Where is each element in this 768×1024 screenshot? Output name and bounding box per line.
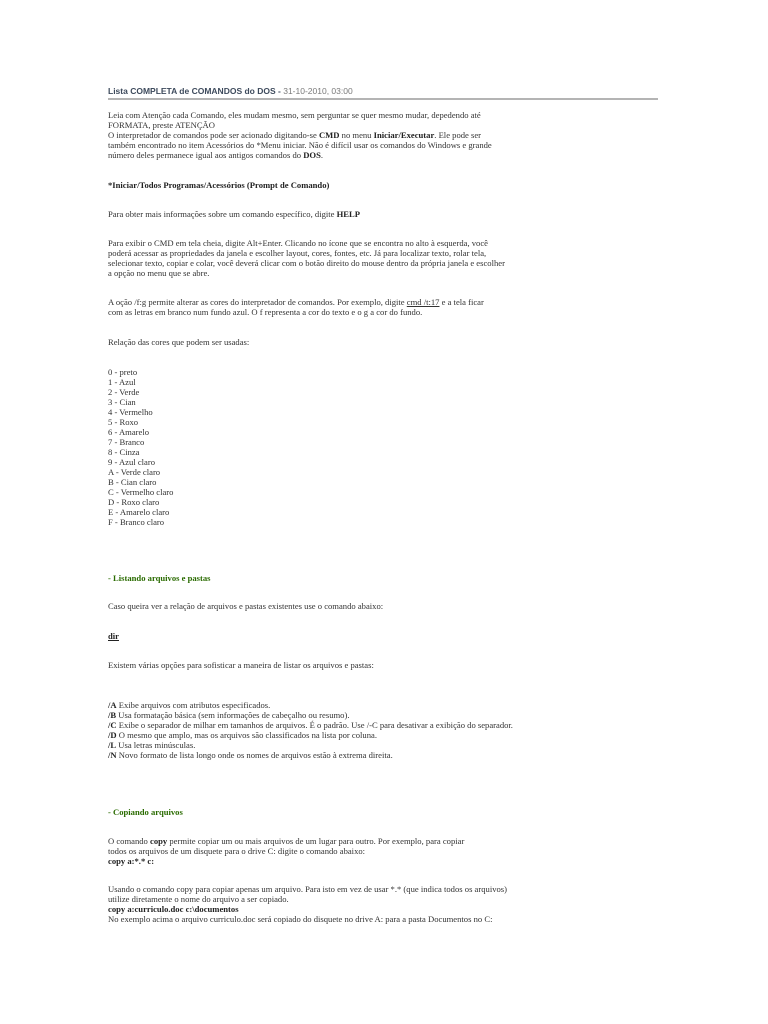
option-desc: Usa formatação básica (sem informações de cabeçalho ou resumo). — [116, 710, 350, 720]
color-option-text: e a tela ficar — [439, 297, 484, 307]
section-heading-copying — [108, 807, 183, 817]
copy-line-5: No exemplo acima o arquivo curriculo.doc será copiado do disquete no drive A: para a pasta Documentos no C: — [108, 914, 493, 924]
option-desc: Exibe arquivos com atributos especificados. — [116, 700, 271, 710]
section-dash: - — [108, 807, 114, 817]
fullscreen-paragraph — [108, 238, 505, 278]
cmd-example-link[interactable]: cmd /t:17 — [406, 297, 440, 307]
copy-line-2: todos os arquivos de um disquete para o drive C: digite o comando abaixo: — [108, 846, 366, 856]
options-list — [108, 700, 513, 760]
option-desc: Usa letras minúsculas. — [116, 740, 196, 750]
header-rule — [108, 98, 658, 100]
copy-paragraph — [108, 836, 464, 866]
option-flag: /A — [108, 700, 117, 710]
option-item — [108, 720, 513, 730]
option-flag: /D — [108, 730, 117, 740]
color-item: 3 - Cian — [108, 397, 136, 407]
section-title: Listando arquivos e pastas — [113, 573, 211, 583]
option-item — [108, 710, 513, 720]
section-heading-listing — [108, 573, 211, 583]
color-item: 5 - Roxo — [108, 417, 139, 427]
intro-line-2: FORMATA, preste ATENÇÃO — [108, 120, 215, 130]
help-keyword: HELP — [336, 209, 361, 219]
post-date: 31-10-2010, 03:00 — [283, 86, 353, 96]
post-title[interactable]: Lista COMPLETA de COMANDOS do DOS — [108, 86, 276, 96]
fullscreen-line-1: Para exibir o CMD em tela cheia, digite Alt+Enter. Clicando no ícone que se encontra no alto à esquerda, você — [108, 238, 488, 248]
option-desc: Exibe o separador de milhar em tamanhos de arquivos. É o padrão. Use /-C para desativar a exibição do separador. — [116, 720, 513, 730]
copy-keyword: copy — [150, 836, 168, 846]
intro-text: número deles permanece igual aos antigos comandos do — [108, 150, 304, 160]
help-line — [108, 209, 360, 219]
copy-command-2: copy a:curriculo.doc c:\documentos — [108, 904, 239, 914]
fullscreen-line-4: a opção no menu que se abre. — [108, 268, 210, 278]
color-option-line-1 — [108, 297, 484, 307]
color-item: A - Verde claro — [108, 467, 161, 477]
option-item — [108, 730, 513, 740]
intro-text: O interpretador de comandos pode ser acionado digitando-se — [108, 130, 319, 140]
option-item — [108, 740, 513, 750]
cmd-keyword: CMD — [318, 130, 340, 140]
list-intro: Caso queira ver a relação de arquivos e pastas existentes use o comando abaixo: — [108, 601, 384, 611]
copy-line-3: Usando o comando copy para copiar apenas um arquivo. Para isto em vez de usar *.* (que indica todos os arquivos) — [108, 884, 508, 894]
options-intro: Existem várias opções para sofisticar a maneira de listar os arquivos e pastas: — [108, 660, 374, 670]
color-item: 0 - preto — [108, 367, 138, 377]
path-note: *Iniciar/Todos Programas/Acessórios (Prompt de Comando) — [108, 180, 330, 190]
option-item — [108, 750, 513, 760]
copy-command-1: copy a:*.* c: — [108, 856, 155, 866]
option-desc: O mesmo que amplo, mas os arquivos são classificados na lista por coluna. — [116, 730, 377, 740]
copy-line-1 — [108, 836, 464, 846]
help-text: Para obter mais informações sobre um comando específico, digite — [108, 209, 337, 219]
fullscreen-line-2: poderá acessar as propriedades da janela e escolher layout, cores, fontes, etc. Já para localizar texto, rolar tela, — [108, 248, 487, 258]
intro-line-5 — [108, 150, 492, 160]
color-item: 7 - Branco — [108, 437, 145, 447]
option-flag: /L — [108, 740, 117, 750]
dos-keyword: DOS — [303, 150, 321, 160]
color-item: 9 - Azul claro — [108, 457, 156, 467]
option-flag: /N — [108, 750, 117, 760]
option-item — [108, 700, 513, 710]
header-separator: - — [275, 86, 284, 96]
option-flag: /B — [108, 710, 117, 720]
intro-line-1: Leia com Atenção cada Comando, eles mudam mesmo, sem perguntar se quer mesmo mudar, depedendo até — [108, 110, 481, 120]
colors-title: Relação das cores que podem ser usadas: — [108, 337, 250, 347]
option-flag: /C — [108, 720, 117, 730]
copy-single-paragraph — [108, 884, 507, 924]
color-item: 6 - Amarelo — [108, 427, 150, 437]
color-item: 1 - Azul — [108, 377, 136, 387]
post-header — [108, 86, 660, 97]
color-item: B - Cian claro — [108, 477, 157, 487]
document-page — [108, 86, 660, 924]
color-item: C - Vermelho claro — [108, 487, 174, 497]
color-option-text: A oção /f:g permite alterar as cores do interpretador de comandos. Por exemplo, digite — [108, 297, 407, 307]
color-item: E - Amarelo claro — [108, 507, 170, 517]
intro-text: . — [320, 150, 324, 160]
intro-text: no menu — [339, 130, 374, 140]
copy-text: O comando — [108, 836, 151, 846]
menu-path: Iniciar/Executar — [373, 130, 435, 140]
section-dash: - — [108, 573, 114, 583]
section-title: Copiando arquivos — [113, 807, 183, 817]
option-desc: Novo formato de lista longo onde os nomes de arquivos estão à extrema direita. — [116, 750, 393, 760]
copy-line-4: utilize diretamente o nome do arquivo a ser copiado. — [108, 894, 289, 904]
color-item: 8 - Cinza — [108, 447, 140, 457]
dir-command[interactable]: dir — [108, 631, 119, 641]
color-item: 4 - Vermelho — [108, 407, 153, 417]
intro-line-4: também encontrado no item Acessórios do *Menu iniciar. Não é difícil usar os comandos do Windows e grande — [108, 140, 492, 150]
fullscreen-line-3: selecionar texto, copiar e colar, você deverá clicar com o botão direito do mouse dentro da própria janela e escolher — [108, 258, 505, 268]
color-item: 2 - Verde — [108, 387, 140, 397]
color-item: D - Roxo claro — [108, 497, 160, 507]
color-option-line-2: com as letras em branco num fundo azul. O f representa a cor do texto e o g a cor do fundo. — [108, 307, 423, 317]
copy-text: permite copiar um ou mais arquivos de um lugar para outro. Por exemplo, para copiar — [167, 836, 465, 846]
intro-text: . Ele pode ser — [434, 130, 482, 140]
color-list — [108, 367, 173, 527]
intro-paragraph — [108, 110, 492, 160]
intro-line-3 — [108, 130, 492, 140]
color-item: F - Branco claro — [108, 517, 165, 527]
color-option-paragraph — [108, 297, 484, 317]
